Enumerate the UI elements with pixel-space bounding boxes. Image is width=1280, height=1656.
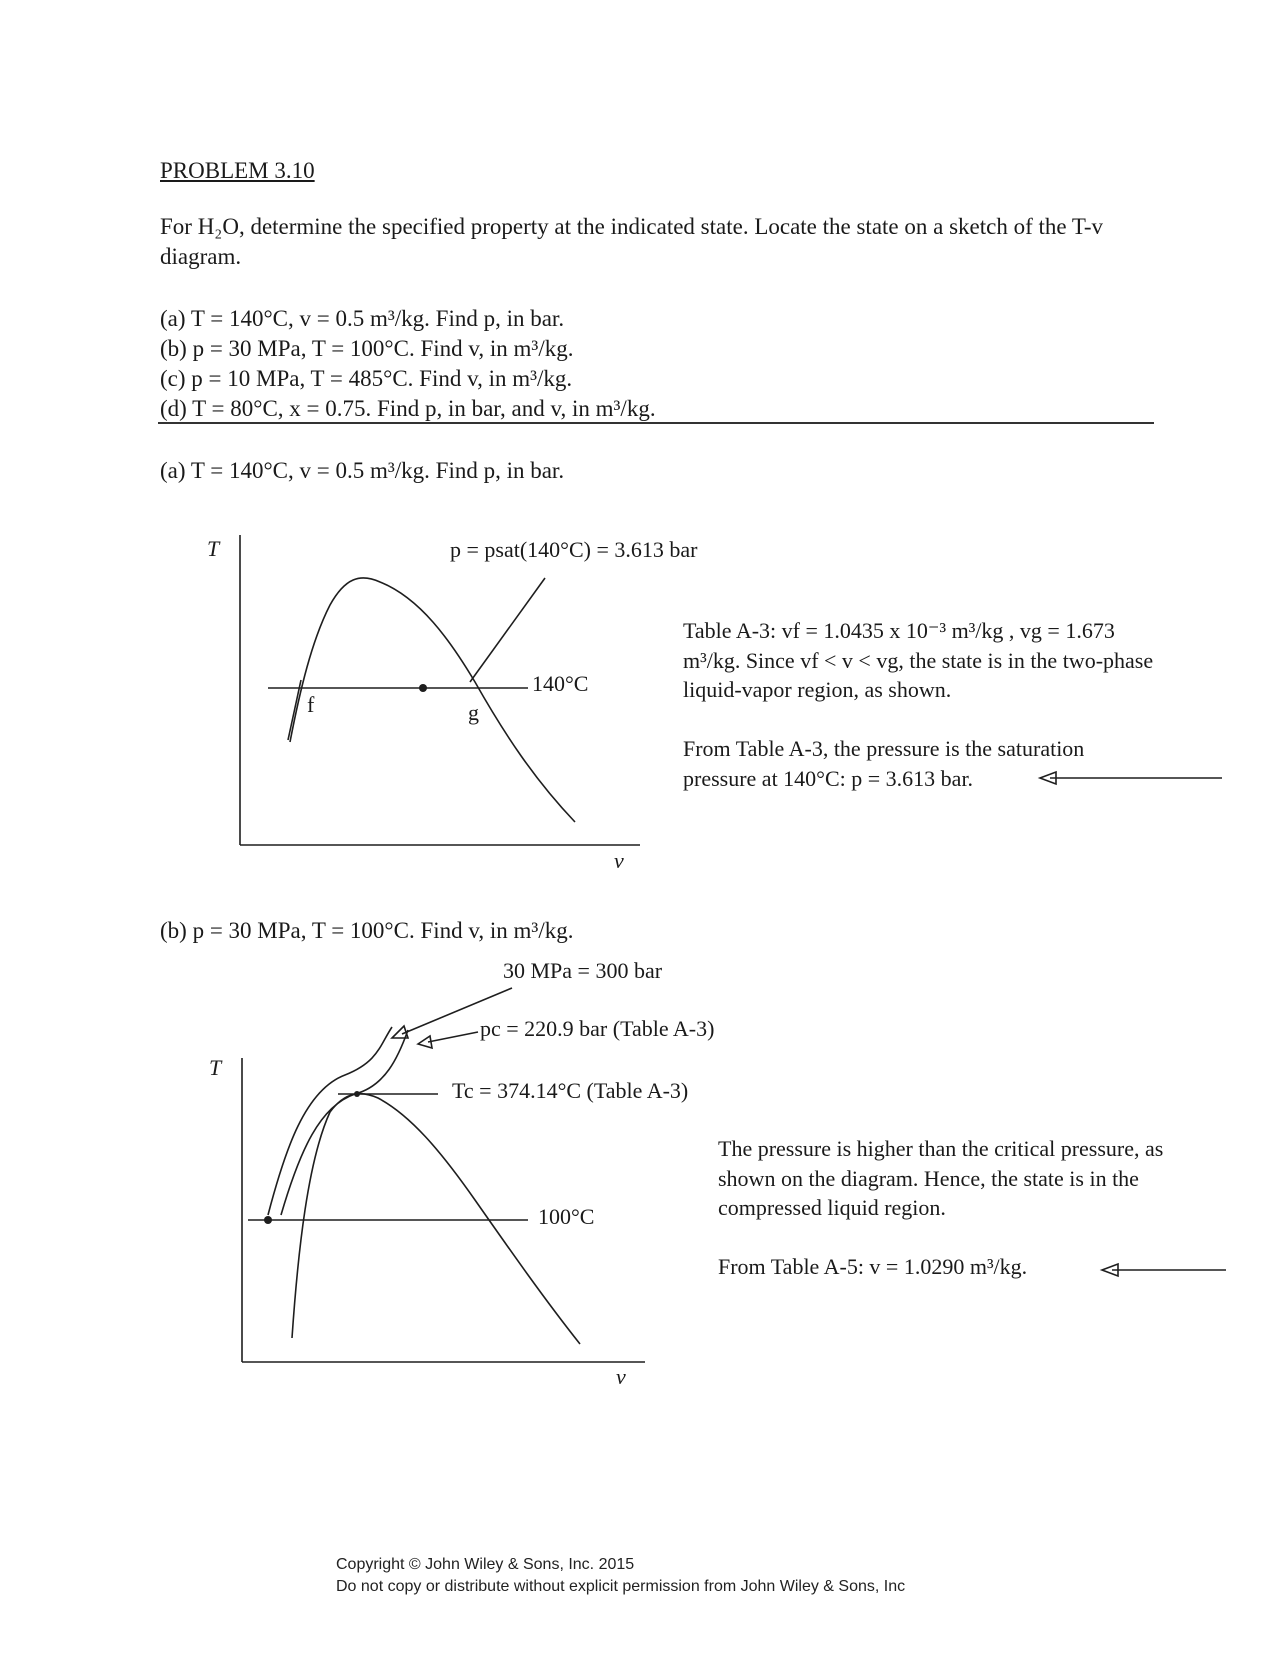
part-b-answer-text: From Table A-5: v = 1.0290 m³/kg. (718, 1254, 1028, 1279)
diagram-b-pc-label: pc = 220.9 bar (Table A-3) (480, 1016, 715, 1041)
problem-part-d: (d) T = 80°C, x = 0.75. Find p, in bar, and v, in m³/kg. (160, 396, 656, 421)
diagram-b-t-label: T (209, 1055, 222, 1080)
diagram-b-tc-label: Tc = 374.14°C (Table A-3) (452, 1078, 689, 1103)
part-a-table-explanation: Table A-3: vf = 1.0435 x 10⁻³ m³/kg , vg = 1.673 m³/kg. Since vf < v < vg, the state is in the two-phase liquid-vapor region, as shown. (683, 618, 1154, 703)
diagram-a-v-label: v (614, 848, 624, 873)
diagram-a-t-label: T (207, 536, 220, 561)
diagram-b-v-label: v (616, 1364, 626, 1389)
problem-part-b: (b) p = 30 MPa, T = 100°C. Find v, in m³/kg. (160, 336, 574, 361)
footer-line-1: Copyright © John Wiley & Sons, Inc. 2015 (336, 1556, 635, 1573)
problem-title: PROBLEM 3.10 (160, 158, 315, 183)
problem-part-c: (c) p = 10 MPa, T = 485°C. Find v, in m³/kg. (160, 366, 573, 391)
diagram-a-g-label: g (468, 700, 479, 725)
footer-line-2: Do not copy or distribute without explicit permission from John Wiley & Sons, Inc (336, 1578, 906, 1595)
copyright-footer (336, 1554, 905, 1598)
diagram-a-isotherm-label: 140°C (532, 671, 589, 696)
problem-intro: For H₂O, determine the specified property at the indicated state. Locate the state on a sketch of the T-v diagram. (160, 214, 1104, 269)
part-a-heading: (a) T = 140°C, v = 0.5 m³/kg. Find p, in bar. (160, 458, 565, 483)
part-b-heading: (b) p = 30 MPa, T = 100°C. Find v, in m³/kg. (160, 918, 574, 943)
diagram-b-p30-label: 30 MPa = 300 bar (503, 958, 663, 983)
part-a-answer-text: From Table A-3, the pressure is the saturation pressure at 140°C: p = 3.613 bar. (683, 736, 1085, 791)
diagram-a-f-label: f (307, 692, 315, 717)
part-b-region-explanation: The pressure is higher than the critical pressure, as shown on the diagram. Hence, the state is in the compressed liquid region. (718, 1136, 1164, 1221)
diagram-a-psat-label: p = psat(140°C) = 3.613 bar (450, 537, 698, 562)
problem-part-a: (a) T = 140°C, v = 0.5 m³/kg. Find p, in bar. (160, 306, 565, 331)
diagram-b-isotherm-label: 100°C (538, 1204, 595, 1229)
